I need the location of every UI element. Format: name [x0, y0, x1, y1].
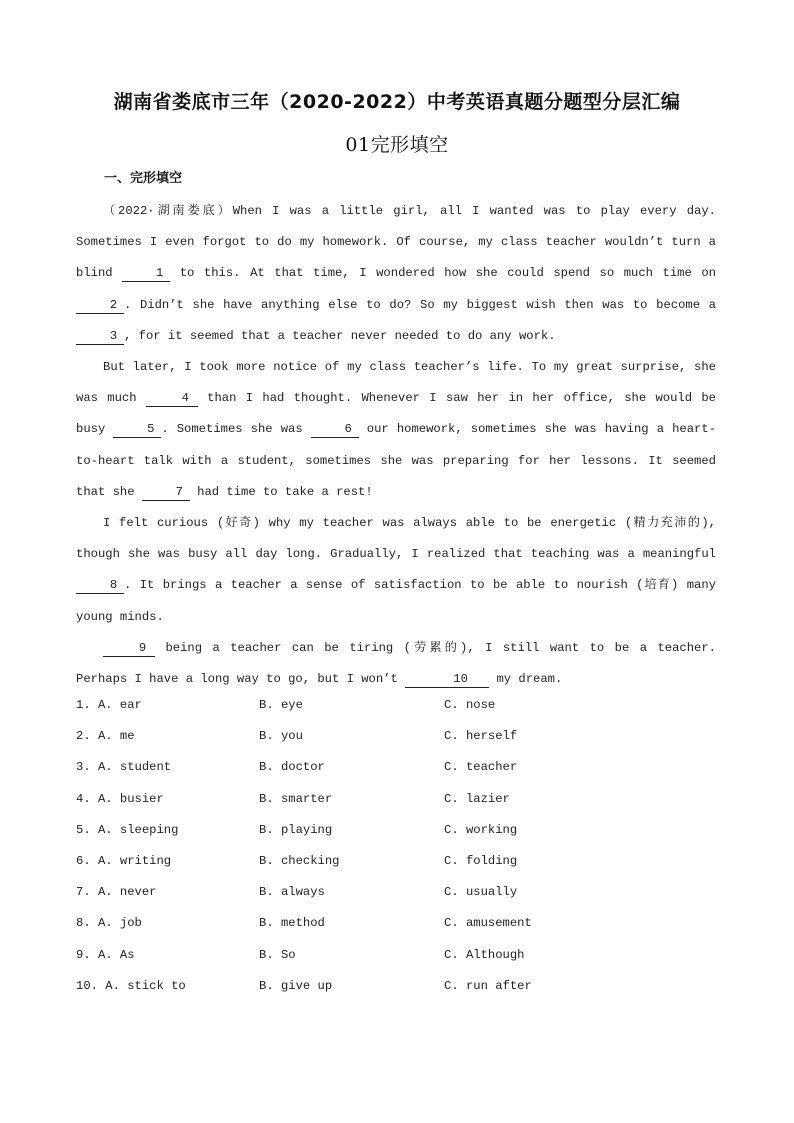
option-row: [76, 971, 716, 1002]
option-c[interactable]: C. run after: [444, 978, 532, 993]
option-b[interactable]: B. give up: [259, 978, 333, 993]
passage-text: our homework, sometimes she was having a heart-to-heart talk with a student, sometimes she was preparing for her lessons. It seemed that she: [76, 422, 716, 499]
option-b[interactable]: B. always: [259, 885, 325, 900]
option-row: [76, 815, 716, 846]
option-row: [76, 784, 716, 815]
passage-text: . Sometimes she was: [161, 422, 311, 437]
cloze-passage: [76, 196, 716, 695]
section-heading: 一、完形填空: [104, 171, 183, 186]
answer-options: [76, 690, 716, 1002]
passage-text: （2022·湖南娄底）When I was a little girl, all I wanted was to play every day. Sometimes I even forgot to do my homework. Of course, my class teacher wouldn’t turn a blind: [76, 204, 716, 281]
blank-9[interactable]: 9: [103, 640, 155, 657]
option-a[interactable]: 7. A. never: [76, 885, 157, 900]
option-a[interactable]: 6. A. writing: [76, 853, 172, 868]
option-row: [76, 690, 716, 721]
option-row: [76, 877, 716, 908]
passage-text: being a teacher can be tiring (劳累的), I still want to be a teacher. Perhaps I have a long way to go, but I won’t: [76, 640, 716, 687]
option-b[interactable]: B. eye: [259, 698, 303, 712]
blank-6[interactable]: 6: [311, 421, 359, 438]
option-c[interactable]: C. usually: [444, 885, 518, 900]
option-a[interactable]: 9. A. As: [76, 947, 135, 962]
option-b[interactable]: B. doctor: [259, 760, 325, 775]
option-c[interactable]: C. working: [444, 822, 518, 837]
document-title: 湖南省娄底市三年（2020-2022）中考英语真题分题型分层汇编: [113, 91, 681, 113]
option-b[interactable]: B. smarter: [259, 791, 333, 806]
option-b[interactable]: B. you: [259, 729, 303, 744]
option-c[interactable]: C. herself: [444, 729, 518, 744]
blank-1[interactable]: 1: [122, 265, 170, 282]
blank-7[interactable]: 7: [142, 484, 190, 501]
option-a[interactable]: 8. A. job: [76, 916, 142, 931]
option-row: [76, 908, 716, 939]
option-row: [76, 721, 716, 752]
passage-text: my dream.: [489, 672, 563, 687]
option-b[interactable]: B. So: [259, 947, 296, 962]
option-c[interactable]: C. amusement: [444, 916, 532, 931]
option-c[interactable]: C. nose: [444, 698, 496, 712]
paragraph-3: [76, 508, 716, 633]
blank-5[interactable]: 5: [113, 421, 161, 438]
option-a[interactable]: 3. A. student: [76, 760, 172, 775]
blank-4[interactable]: 4: [146, 390, 198, 407]
option-a[interactable]: 1. A. ear: [76, 698, 142, 712]
option-c[interactable]: C. Although: [444, 947, 525, 962]
blank-10[interactable]: 10: [405, 671, 489, 688]
blank-8[interactable]: 8: [76, 577, 124, 594]
option-c[interactable]: C. teacher: [444, 760, 518, 775]
passage-text: , for it seemed that a teacher never needed to do any work.: [124, 328, 556, 343]
passage-text: I felt curious (好奇) why my teacher was always able to be energetic (精力充沛的), though she was busy all day long. Gradually, I realized that teaching was a meaningful: [76, 516, 716, 562]
passage-text: had time to take a rest!: [189, 484, 373, 499]
paragraph-4: [76, 633, 716, 695]
option-row: [76, 752, 716, 783]
passage-text: than I had thought. Whenever I saw her in her office, she would be busy: [76, 391, 716, 437]
passage-text: to this. At that time, I wondered how she could spend so much time on: [170, 266, 716, 281]
option-c[interactable]: C. lazier: [444, 791, 510, 806]
option-a[interactable]: 5. A. sleeping: [76, 822, 179, 837]
passage-text: . It brings a teacher a sense of satisfaction to be able to nourish (培育) many young minds.: [76, 578, 716, 624]
paragraph-1: [76, 196, 716, 352]
option-c[interactable]: C. folding: [444, 853, 518, 868]
passage-text: . Didn’t she have anything else to do? So my biggest wish then was to become a: [124, 297, 716, 312]
option-b[interactable]: B. method: [259, 916, 325, 931]
paragraph-2: [76, 352, 716, 508]
option-b[interactable]: B. checking: [259, 853, 340, 868]
option-a[interactable]: 4. A. busier: [76, 791, 164, 806]
option-row: [76, 846, 716, 877]
document-subtitle: 01完形填空: [345, 134, 449, 156]
option-b[interactable]: B. playing: [259, 822, 333, 837]
passage-text: But later, I took more notice of my class teacher’s life. To my great surprise, she was much: [76, 360, 716, 406]
blank-3[interactable]: 3: [76, 328, 124, 345]
option-row: [76, 940, 716, 971]
option-a[interactable]: 2. A. me: [76, 729, 135, 744]
blank-2[interactable]: 2: [76, 297, 124, 314]
option-a[interactable]: 10. A. stick to: [76, 978, 186, 993]
